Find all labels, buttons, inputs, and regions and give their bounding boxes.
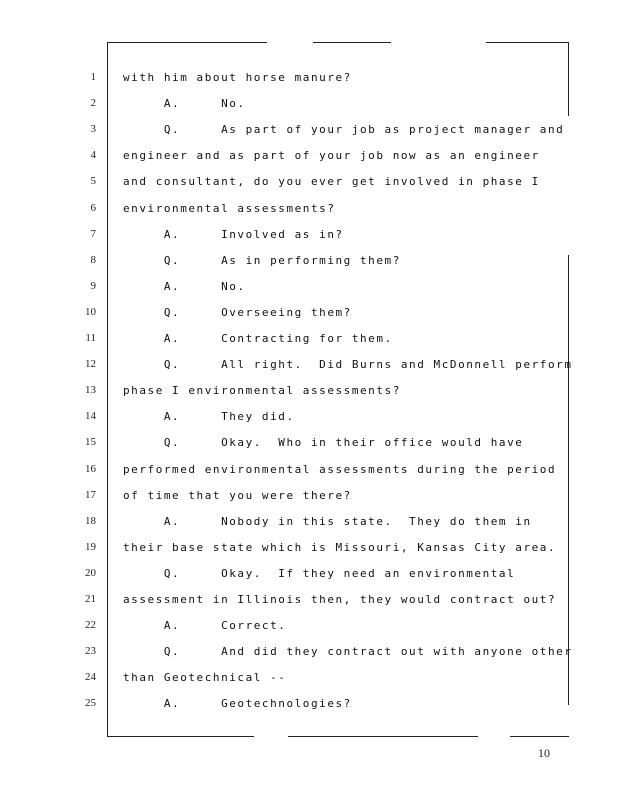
transcript-line	[0, 436, 618, 462]
page-border-top-segment	[486, 42, 569, 43]
page-number: 10	[538, 746, 550, 760]
line-number: 22	[85, 619, 96, 632]
line-number: 5	[90, 175, 96, 188]
line-number: 11	[85, 332, 96, 344]
line-text: environmental assessments?	[123, 201, 336, 215]
line-text: Q. All right. Did Burns and McDonnell perform	[123, 358, 573, 372]
transcript-line	[0, 567, 618, 593]
line-number: 24	[85, 671, 96, 684]
transcript-line	[0, 645, 618, 671]
line-number: 19	[85, 540, 96, 553]
line-number: 20	[85, 566, 96, 579]
page-border-bottom-segment	[107, 736, 254, 737]
transcript-line	[0, 175, 618, 201]
line-number: 21	[85, 593, 96, 605]
transcript-line	[0, 306, 618, 332]
line-number: 3	[90, 123, 96, 136]
line-text: A. Correct.	[123, 619, 287, 633]
line-text: assessment in Illinois then, they would contract out?	[123, 593, 557, 606]
transcript-line	[0, 515, 618, 541]
transcript-line	[0, 384, 618, 410]
line-number: 9	[90, 279, 96, 292]
transcript-line	[0, 619, 618, 645]
transcript-line	[0, 97, 618, 123]
line-text: A. No.	[123, 97, 246, 111]
transcript-line	[0, 541, 618, 567]
transcript-line	[0, 332, 618, 358]
line-text: Q. As part of your job as project manager and	[123, 123, 565, 137]
line-number: 4	[90, 149, 96, 162]
transcript-line	[0, 71, 618, 97]
line-text: and consultant, do you ever get involved in phase I	[123, 175, 540, 189]
line-text: performed environmental assessments during the period	[123, 462, 557, 476]
line-text: A. Contracting for them.	[123, 332, 393, 345]
transcript-line	[0, 697, 618, 723]
line-text: A. Nobody in this state. They do them in	[123, 514, 532, 528]
line-number: 7	[90, 227, 96, 240]
transcript-line	[0, 149, 618, 175]
line-number: 16	[85, 462, 96, 475]
line-text: Q. Okay. Who in their office would have	[123, 436, 524, 450]
line-number: 15	[85, 436, 96, 449]
line-text: A. No.	[123, 279, 246, 293]
line-number: 23	[85, 645, 96, 658]
line-number: 13	[85, 384, 96, 397]
line-text: Q. Okay. If they need an environmental	[123, 566, 516, 580]
line-number: 18	[85, 514, 96, 527]
page-border-top-segment	[313, 42, 391, 43]
transcript-line	[0, 489, 618, 515]
line-text: A. Involved as in?	[123, 227, 344, 241]
line-number: 8	[90, 253, 96, 266]
line-text: engineer and as part of your job now as an engineer	[123, 149, 540, 163]
transcript-line	[0, 254, 618, 280]
line-text: A. They did.	[123, 410, 295, 424]
line-text: Q. Overseeing them?	[123, 305, 352, 319]
page-border-bottom-segment	[510, 736, 569, 737]
line-number: 25	[85, 697, 96, 710]
line-text: Q. As in performing them?	[123, 253, 401, 267]
line-number: 12	[85, 358, 96, 371]
line-number: 14	[85, 410, 96, 423]
transcript-line	[0, 410, 618, 436]
transcript-line	[0, 280, 618, 306]
transcript-line	[0, 123, 618, 149]
line-text: than Geotechnical --	[123, 671, 287, 685]
line-number: 17	[85, 488, 96, 501]
line-text: phase I environmental assessments?	[123, 384, 401, 398]
line-text: of time that you were there?	[123, 488, 352, 502]
transcript-line	[0, 463, 618, 489]
transcript-line	[0, 593, 618, 619]
line-text: their base state which is Missouri, Kansas City area.	[123, 540, 557, 554]
page-border-bottom-segment	[288, 736, 478, 737]
page-border-top-segment	[107, 42, 267, 43]
transcript-line	[0, 228, 618, 254]
transcript-line	[0, 671, 618, 697]
line-text: with him about horse manure?	[123, 71, 352, 84]
line-number: 6	[90, 201, 96, 214]
line-number: 2	[90, 97, 96, 110]
transcript-line	[0, 202, 618, 228]
line-text: Q. And did they contract out with anyone other	[123, 645, 573, 659]
line-number: 1	[90, 71, 96, 83]
transcript-line	[0, 358, 618, 384]
line-text: A. Geotechnologies?	[123, 697, 352, 711]
line-number: 10	[85, 305, 96, 318]
